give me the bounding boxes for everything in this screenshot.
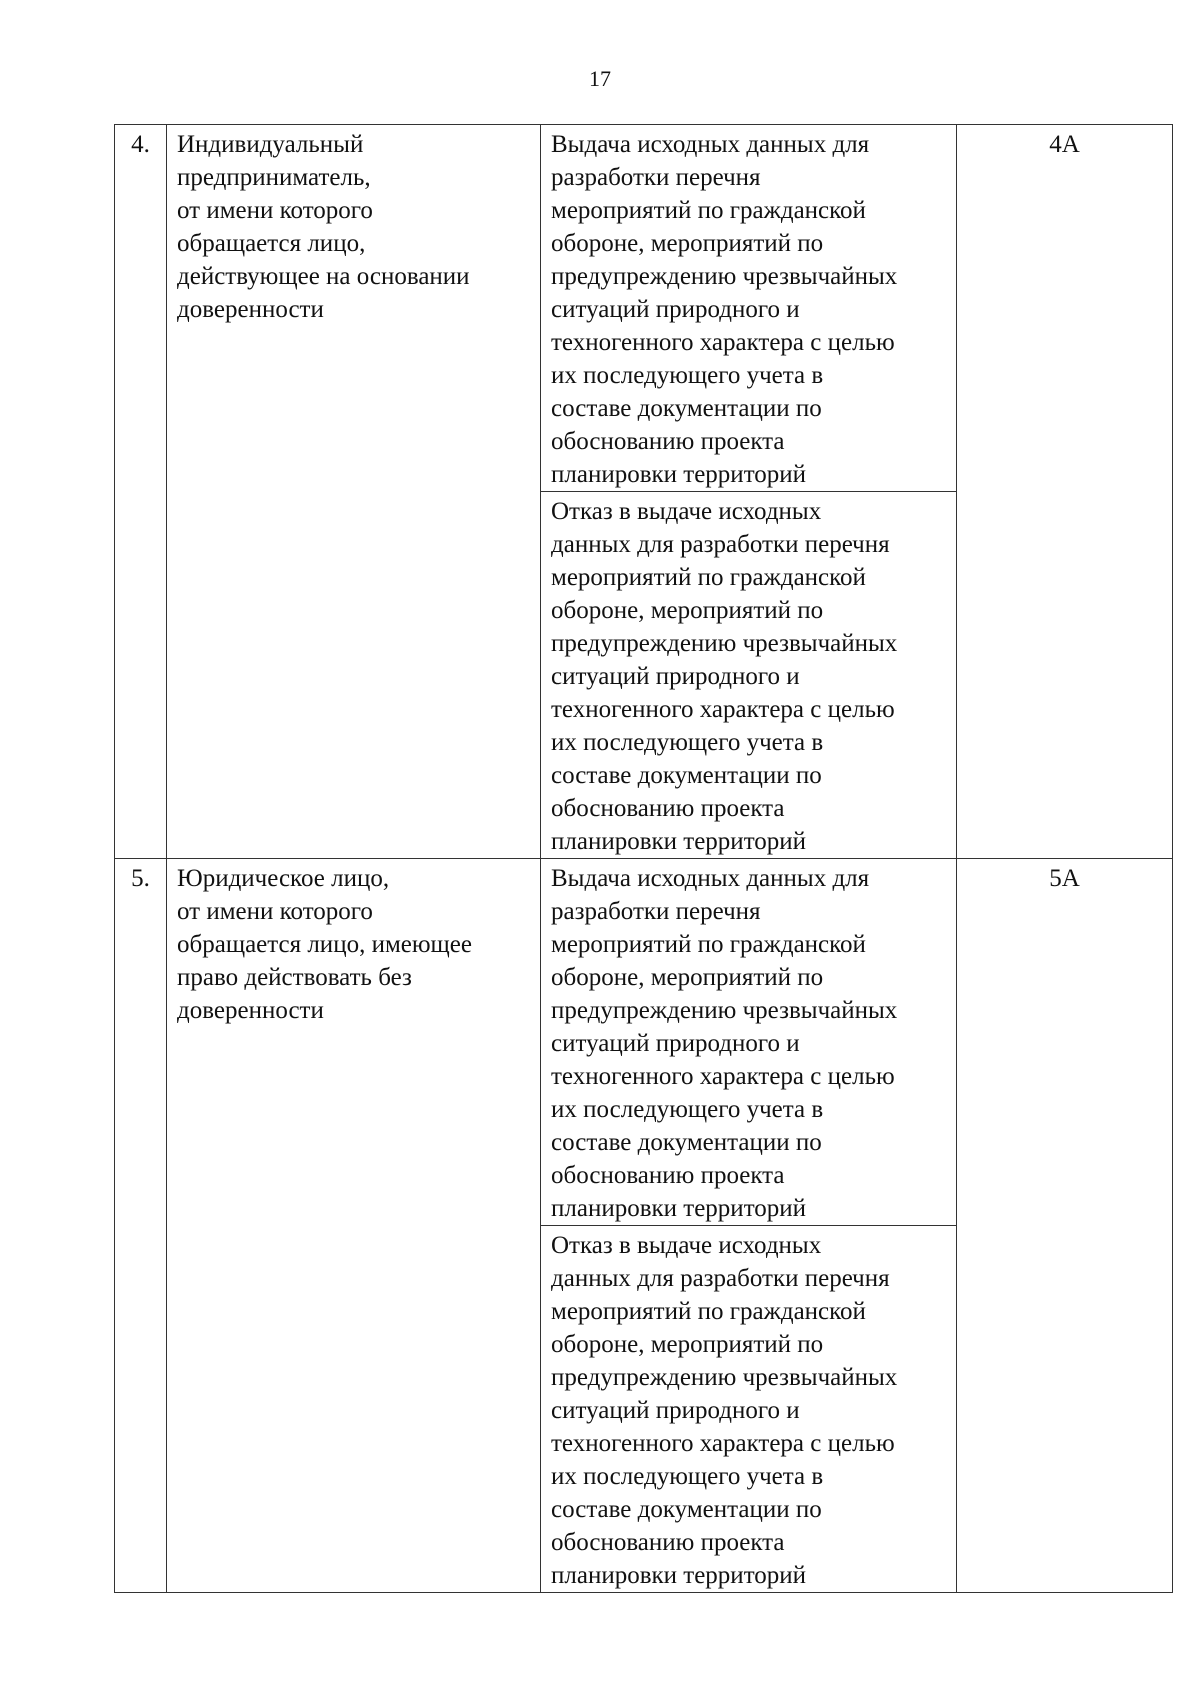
result-text: Выдача исходных данных для разработки перечня мероприятий по гражданской обороне, мероприятий по предупреждению чрезвычайных ситуаций природного и техногенного характера с целью их последующего учета в составе документации по обоснованию проекта планировки территорий [551, 865, 898, 1222]
applicant-cell [167, 125, 541, 859]
result-text: Выдача исходных данных для разработки перечня мероприятий по гражданской обороне, мероприятий по предупреждению чрезвычайных ситуаций природного и техногенного характера с целью их последующего учета в составе документации по обоснованию проекта планировки территорий [551, 131, 898, 488]
result-text: Отказ в выдаче исходных данных для разработки перечня мероприятий по гражданской обороне, мероприятий по предупреждению чрезвычайных ситуаций природного и техногенного характера с целью их последующего учета в составе документации по обоснованию проекта планировки территорий [551, 1232, 898, 1589]
services-table [114, 124, 1173, 1593]
applicant-text: Индивидуальный предприниматель, от имени которого обращается лицо, действующее на основании доверенности [177, 131, 470, 323]
result-text: Отказ в выдаче исходных данных для разработки перечня мероприятий по гражданской обороне, мероприятий по предупреждению чрезвычайных ситуаций природного и техногенного характера с целью их последующего учета в составе документации по обоснованию проекта планировки территорий [551, 498, 898, 855]
result-cell [541, 859, 957, 1226]
result-cell [541, 1226, 957, 1593]
table-row [115, 859, 1173, 1226]
row-number: 4. [115, 125, 167, 859]
result-cell [541, 125, 957, 492]
applicant-cell [167, 859, 541, 1593]
code-cell: 5А [957, 859, 1173, 1593]
row-number: 5. [115, 859, 167, 1593]
code-cell: 4А [957, 125, 1173, 859]
applicant-text: Юридическое лицо, от имени которого обращается лицо, имеющее право действовать без доверенности [177, 865, 472, 1024]
page-number: 17 [589, 66, 611, 91]
table-row [115, 125, 1173, 492]
result-cell [541, 492, 957, 859]
